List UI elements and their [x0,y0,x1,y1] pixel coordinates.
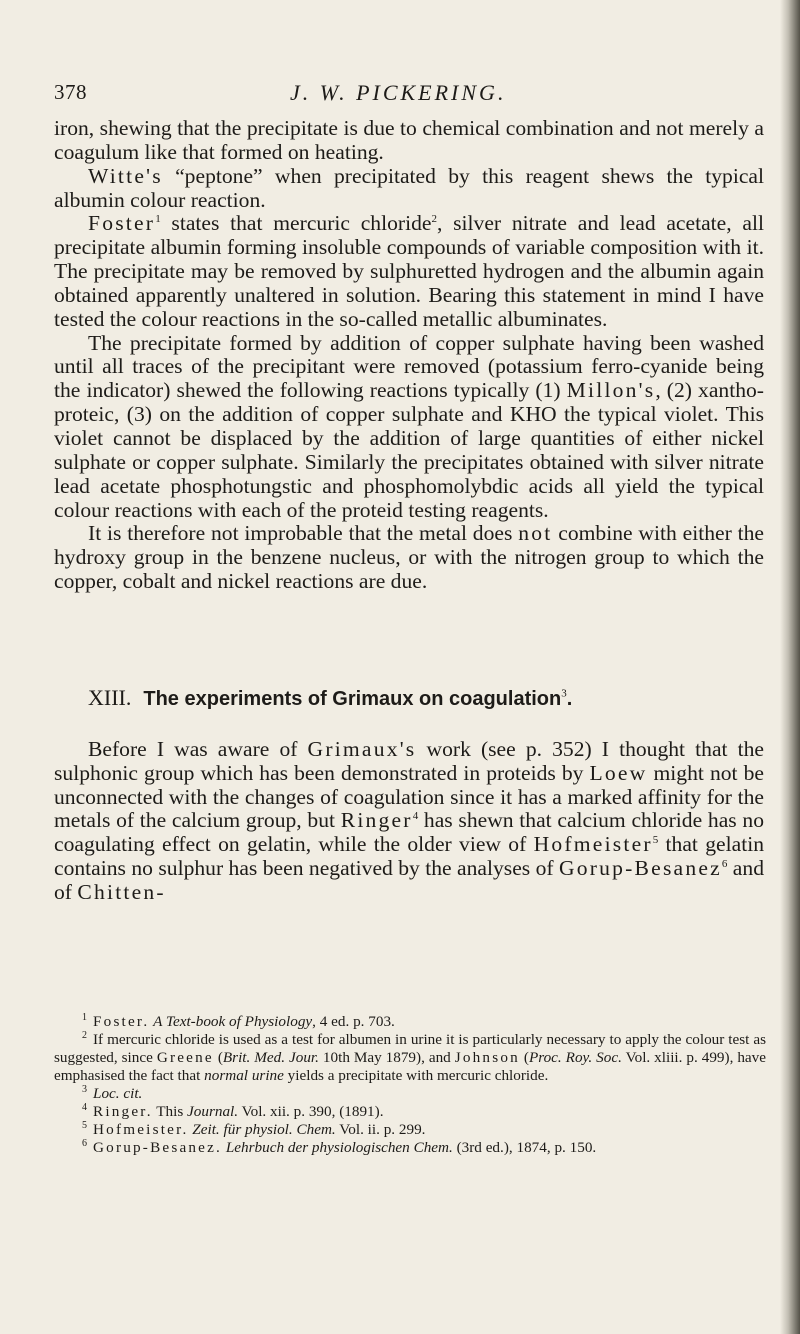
author-name: Hofmeister [533,832,653,857]
paragraph-2 [54,165,764,213]
author-name: Grimaux's [307,737,417,761]
footnote-ref: 4 [412,810,419,823]
paragraph-3-text: states that mercuric chloride [160,211,432,236]
text: Before I was aware of [88,737,308,761]
main-text [54,117,764,594]
footnote-ref: 6 [721,857,728,870]
text: work (see p. 352) I thought that the sulphonic group which has been demonstrated in proteids by [54,737,764,785]
paragraph-5-text: combine with either the hydroxy group in the benzene nucleus, or with the nitrogen group to which the copper, cobalt and nickel reactions are due. [54,521,764,594]
paragraph-1 [54,117,764,165]
footnote-title: Zeit. für physiol. Chem. [192,1121,336,1138]
footnote-author: Johnson [454,1049,520,1066]
paragraph-5-text: It is therefore not improbable that the metal does [88,521,519,546]
footnote-ref: 2 [431,213,437,226]
paragraph-1-text: iron, shewing that the precipitate is due to chemical combination and not merely a coagulum like that formed on heating. [54,116,764,164]
text: Vol. xliii. p. 499), have emphasised the fact that [54,1049,767,1084]
author-name: Foster [88,211,156,236]
footnote-mark: 6 [82,1137,87,1149]
section-number: XIII. [88,685,132,710]
page-edge-shadow [780,0,800,1334]
author-name: Witte's [88,163,163,188]
paragraph-4-text: The precipitate formed by addition of copper sulphate having been washed until all traces of the precipitant were removed (potassium ferro-cyanide being the indicator) shewed the following reactions typically (1) [54,330,764,403]
footnote-title: Lehrbuch der physiologischen Chem. [225,1139,453,1156]
footnote-6 [54,1139,766,1157]
footnote-title: Brit. Med. Jour. [222,1049,319,1066]
footnote-author: Foster. [93,1013,150,1030]
footnote-ref: 1 [155,213,161,226]
footnote-mark: 3 [82,1083,87,1095]
text: that gelatin contains no sulphur has been negatived by the analyses of [54,832,764,880]
paragraph-6 [54,738,764,905]
footnote-author: Ringer. [93,1103,153,1120]
author-name: Loew [589,760,648,785]
paragraph-4 [54,332,764,523]
footnote-ref: 5 [652,834,659,846]
paragraph-5 [54,522,764,594]
text: and of [54,855,764,904]
section-text [54,738,764,905]
footnote-5 [54,1121,766,1139]
section-title: The experiments of Grimaux on coagulation [143,688,562,710]
paragraph-3-text: , silver nitrate and lead acetate, all precipitate albumin forming insoluble compounds of variable composition with it. The precipitate may be removed by sulphuretted hydrogen and the albumin again obtained apparently unaltered in solution. Bearing this statement in mind I have tested the colour reactions in the so-called metallic albuminates. [54,211,764,331]
text: Vol. ii. p. 299. [335,1121,426,1138]
footnote-mark: 5 [82,1119,87,1131]
author-name: Chitten- [77,879,166,904]
text: If mercuric chloride is used as a test for albumen in urine it is particularly necessary to apply the colour test as suggested, since [54,1031,766,1066]
footnote-4 [54,1103,766,1121]
text: (3rd ed.), 1874, p. 150. [452,1139,597,1156]
emphasis: not [518,521,553,546]
text: 10th May 1879), and [318,1049,455,1066]
footnote-mark: 4 [82,1101,87,1113]
paragraph-2-text: “peptone” when precipitated by this reagent shews the typical albumin colour reaction. [54,163,764,212]
text: ( [213,1049,223,1066]
text: yields a precipitate with mercuric chloride. [283,1067,549,1084]
author-name: Millon's [566,378,656,403]
footnote-mark: 1 [82,1011,87,1023]
page-number: 378 [54,80,87,104]
footnote-author: Gorup-Besanez. [93,1139,223,1156]
footnotes [54,1013,766,1157]
footnote-title: A Text-book of Physiology [153,1013,313,1030]
author-name: Ringer [340,808,413,833]
footnote-2 [54,1031,766,1085]
text: Vol. xii. p. 390, (1891). [238,1103,384,1120]
text: , 4 ed. p. 703. [312,1013,395,1030]
running-head: J. W. PICKERING. [290,80,507,105]
section-title-end: . [566,688,573,710]
emphasis: normal urine [204,1067,284,1084]
footnote-title: Proc. Roy. Soc. [528,1049,622,1066]
footnote-3 [54,1085,766,1103]
paragraph-4-text: , (2) xantho-proteic, (3) on the addition of copper sulphate and KHO the typical violet. This violet cannot be displaced by the addition of large quantities of either nickel sulphate or copper sulphate. Similarly the precipitates obtained with silver nitrate lead acetate phosphotungstic and phosphomolybdic acids all yield the typical colour reactions with each of the proteid testing reagents. [54,378,764,522]
footnote-mark: 2 [82,1029,87,1041]
footnote-1 [54,1013,766,1031]
text: ( [519,1049,529,1066]
page-header [0,80,800,110]
footnote-title: Journal. [187,1103,239,1120]
paragraph-3 [54,212,764,331]
footnote-author: Hofmeister. [93,1121,189,1138]
author-name: Gorup-Besanez [558,855,722,880]
text: has shewn that calcium chloride has no coagulating effect on gelatin, while the older view of [54,808,764,857]
section-heading [88,685,768,711]
footnote-ref: 3 [561,687,567,700]
text: This [152,1103,188,1120]
footnote-author: Greene [156,1049,214,1066]
footnote-title: Loc. cit. [93,1085,143,1102]
text: might not be unconnected with the changes of coagulation since it has a marked affinity for the metals of the calcium group, but [54,760,764,833]
